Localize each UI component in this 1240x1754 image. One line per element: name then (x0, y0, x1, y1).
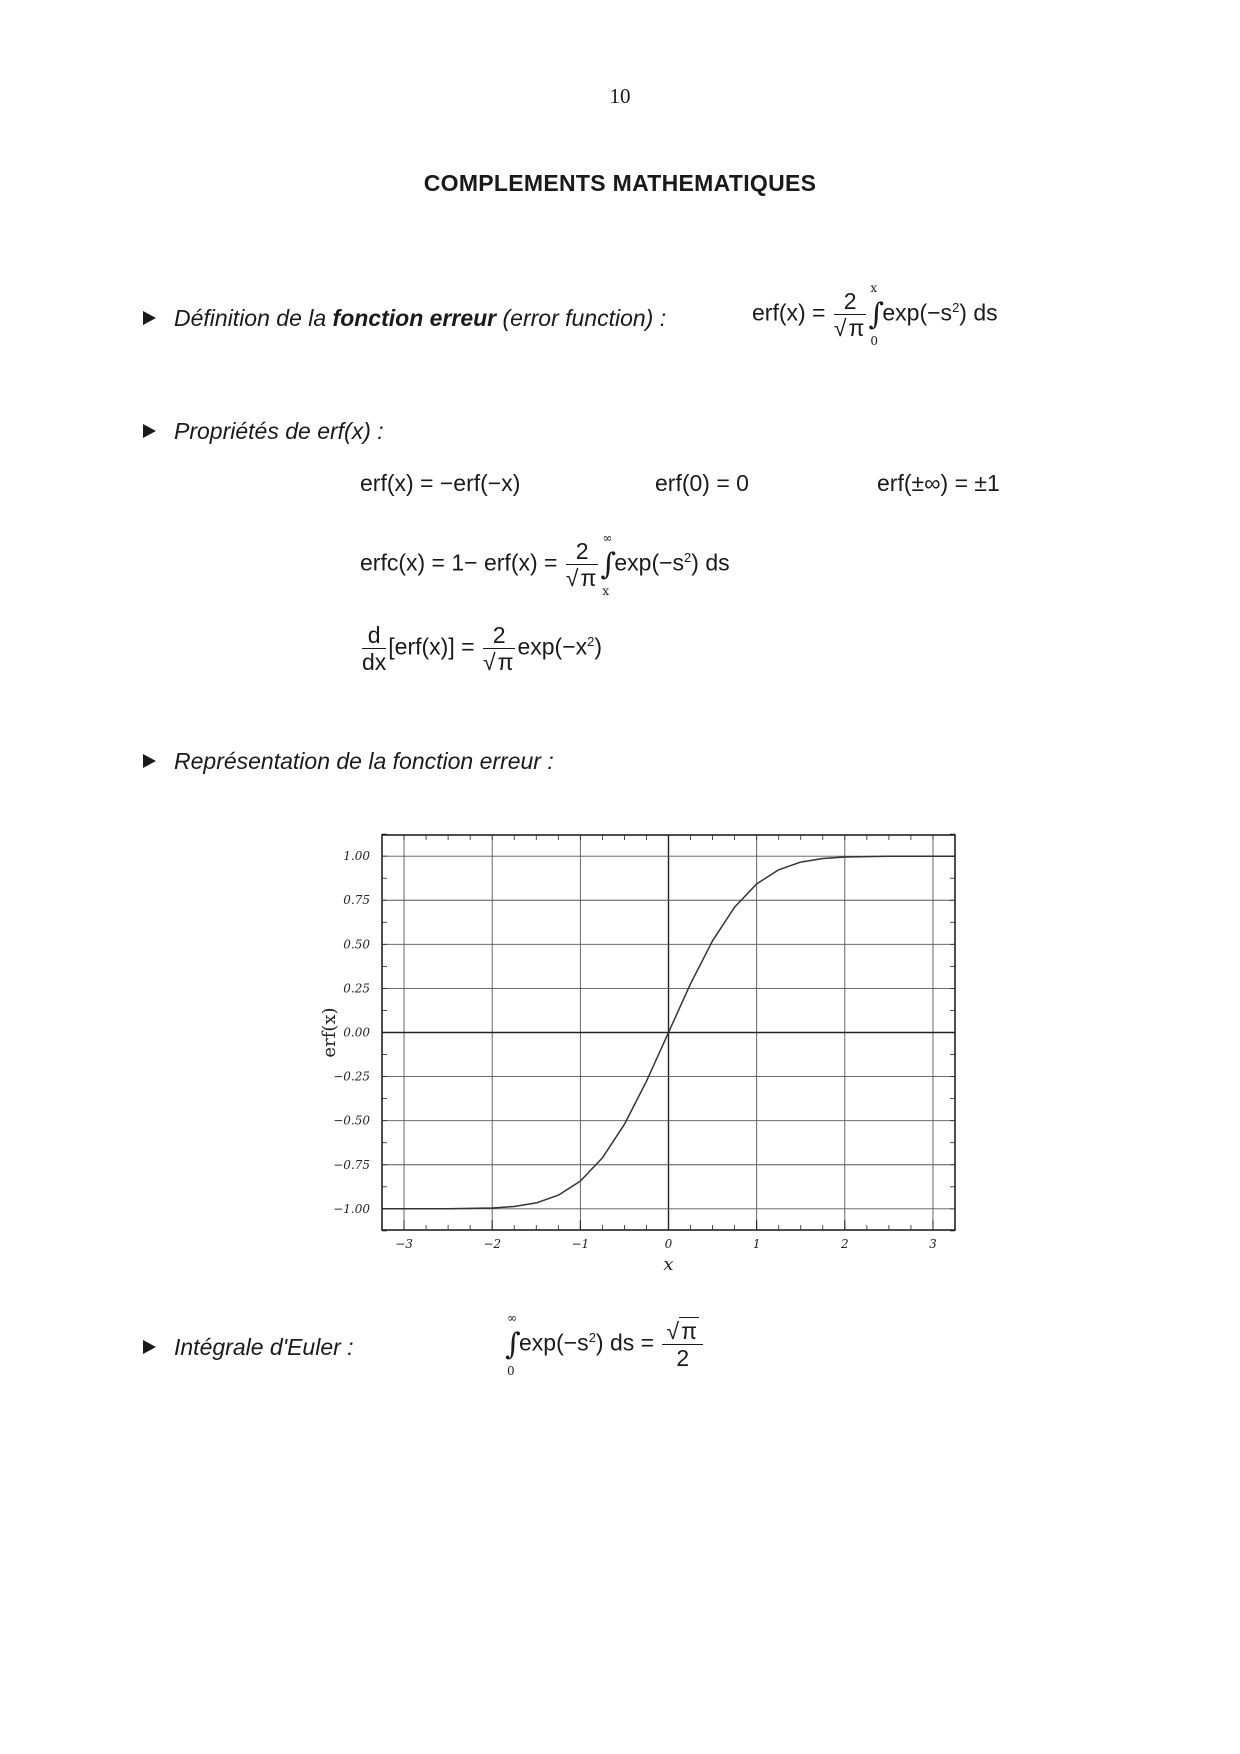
integral-sign-icon: ∫ ∞ x (600, 531, 616, 598)
y-tick-label: 0.25 (343, 981, 370, 996)
euler-fraction: $\frac{√\pi}{2}$ (662, 1318, 703, 1371)
y-tick-label: 1.00 (343, 849, 370, 864)
erfc-formula: erfc(x) = 1− erf(x) = $\frac{2}{√\pi}$ ∫ ∞ x $\exp(-s^2)$ ds (360, 531, 730, 598)
y-tick-label: 0.75 (343, 893, 370, 908)
definition-prefix: Définition de la (174, 305, 333, 331)
page-number: 10 (609, 84, 631, 108)
y-tick-label: −0.75 (333, 1157, 370, 1172)
x-tick-label: 2 (840, 1237, 849, 1251)
y-axis-label: erf(x) (319, 1007, 340, 1058)
properties-heading: Propriétés de erf(x) : (143, 418, 384, 445)
definition-suffix: (error function) : (496, 305, 667, 331)
odd-property: erf(x) = −erf(−x) (360, 470, 521, 496)
x-tick-label: 0 (664, 1237, 673, 1251)
euler-integral-formula: ∫ ∞ 0 $\exp(-s^2)$ ds = $\frac{√\pi}{2}$ (505, 1318, 705, 1371)
def-lhs: erf(x) = (752, 299, 826, 326)
x-tick-label: 1 (752, 1237, 761, 1251)
page-title: COMPLEMENTS MATHEMATIQUES (423, 170, 817, 196)
derivative-fraction: $\frac{d}{dx}$ (362, 622, 387, 675)
x-tick-label: 3 (929, 1237, 937, 1251)
x-tick-label: −2 (483, 1237, 502, 1251)
def-fraction: $\frac{2}{√\pi}$ (833, 288, 865, 341)
definition-bold: fonction erreur (332, 305, 497, 331)
erfc-fraction: $\frac{2}{√\pi}$ (565, 538, 597, 591)
y-tick-label: 0.50 (343, 937, 370, 952)
def-integrand: exp(−s (882, 299, 953, 326)
def-tail: ) ds (959, 299, 998, 326)
y-tick-label: −0.50 (333, 1113, 370, 1128)
zero-property: erf(0) = 0 (655, 470, 749, 496)
derivative-formula: $\frac{d}{dx}$ [erf(x)] = $\frac{2}{√\pi}$ $\exp(-x^2)$ (362, 622, 603, 675)
y-tick-label: −1.00 (333, 1201, 370, 1216)
representation-heading: Représentation de la fonction erreur : (143, 748, 554, 775)
derivative-coef-fraction: $\frac{2}{√\pi}$ (482, 622, 514, 675)
erf-definition-formula: erf(x) = $\frac{2}{√\pi}$ ∫ x 0 $\exp(-s^2)$ ds (752, 281, 998, 348)
infinity-property: erf(±∞) = ±1 (877, 470, 1000, 496)
integral-sign-icon: ∫ x 0 (868, 281, 885, 348)
x-tick-label: −1 (571, 1237, 590, 1251)
x-tick-label: −3 (395, 1237, 413, 1251)
bullet-triangle-icon (143, 1340, 156, 1354)
euler-heading: Intégrale d'Euler : (143, 1334, 354, 1361)
integral-sign-icon: ∫ ∞ 0 (505, 1311, 521, 1378)
x-axis-label: x (663, 1254, 674, 1275)
y-tick-label: 0.00 (343, 1025, 370, 1040)
y-tick-label: −0.25 (333, 1069, 370, 1084)
